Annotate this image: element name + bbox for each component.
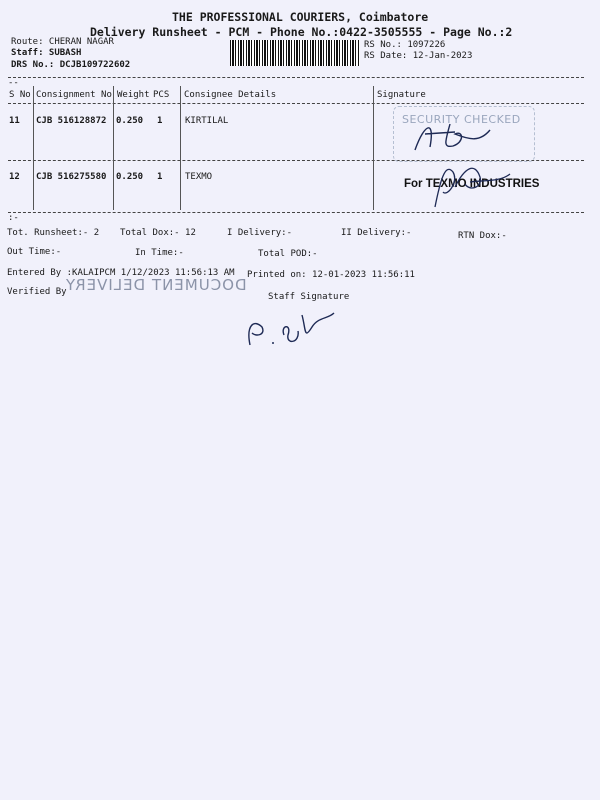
table-bottom-rule [8,212,584,213]
verified-by: Verified By [7,287,67,297]
row-consignee: KIRTILAL [185,116,229,126]
col-header-weight: Weight [117,90,150,100]
rs-date: RS Date: 12-Jan-2023 [364,51,473,61]
total-runsheet: Tot. Runsheet:- 2 [7,228,100,238]
row-pcs: 1 [157,172,163,182]
total-pod: Total POD:- [258,249,318,259]
col-header-signature: Signature [377,90,426,100]
row-consignment: CJB 516275580 [36,172,107,182]
out-time: Out Time:- [7,247,62,257]
texmo-stamp: For TEXMO INDUSTRIES [404,178,540,190]
drs-number: DRS No.: DCJB109722602 [11,60,131,70]
total-dox: Total Dox:- 12 [120,228,196,238]
staff-label: Staff: SUBASH [11,48,82,58]
col-divider [33,86,34,210]
rule-mark: -- [8,78,19,88]
row-weight: 0.250 [116,116,144,126]
barcode [230,40,360,66]
col-divider [180,86,181,210]
col-header-consignee: Consignee Details [184,90,277,100]
signature-scribble-2 [425,152,515,212]
route-label: Route: CHERAN NAGAR [11,37,114,47]
dash-mark: :- [8,213,19,223]
col-header-consignment: Consignment No [36,90,112,100]
row-weight: 0.250 [116,172,144,182]
row-sno: 11 [9,116,20,126]
row-pcs: 1 [157,116,163,126]
rs-number: RS No.: 1097226 [364,40,446,50]
document-delivery-stamp: DOCUMENT DELIVERY [65,276,247,294]
in-time: In Time:- [135,248,184,258]
col-divider [113,86,114,210]
header-bottom-rule [8,103,584,104]
staff-signature-label: Staff Signature [268,292,350,302]
row-sno: 12 [9,172,20,182]
company-title: THE PROFESSIONAL COURIERS, Coimbatore [172,10,429,24]
col-header-pcs: PCS [153,90,170,100]
rtn-dox: RTN Dox:- [458,231,507,241]
table-top-rule [8,77,584,78]
row-consignee: TEXMO [185,172,213,182]
row-consignment: CJB 516128872 [36,116,107,126]
entered-by: Entered By :KALAIPCM 1/12/2023 11:56:13 AM [7,268,235,278]
ii-delivery: II Delivery:- [341,228,412,238]
security-stamp-text: SECURITY CHECKED [402,113,521,126]
staff-signature-scribble [242,305,342,355]
col-header-sno: S No [9,90,31,100]
printed-on: Printed on: 12-01-2023 11:56:11 [247,270,415,280]
col-divider [373,86,374,210]
runsheet-heading: Delivery Runsheet - PCM - Phone No.:0422-3505555 - Page No.:2 [90,25,513,39]
i-delivery: I Delivery:- [227,228,293,238]
